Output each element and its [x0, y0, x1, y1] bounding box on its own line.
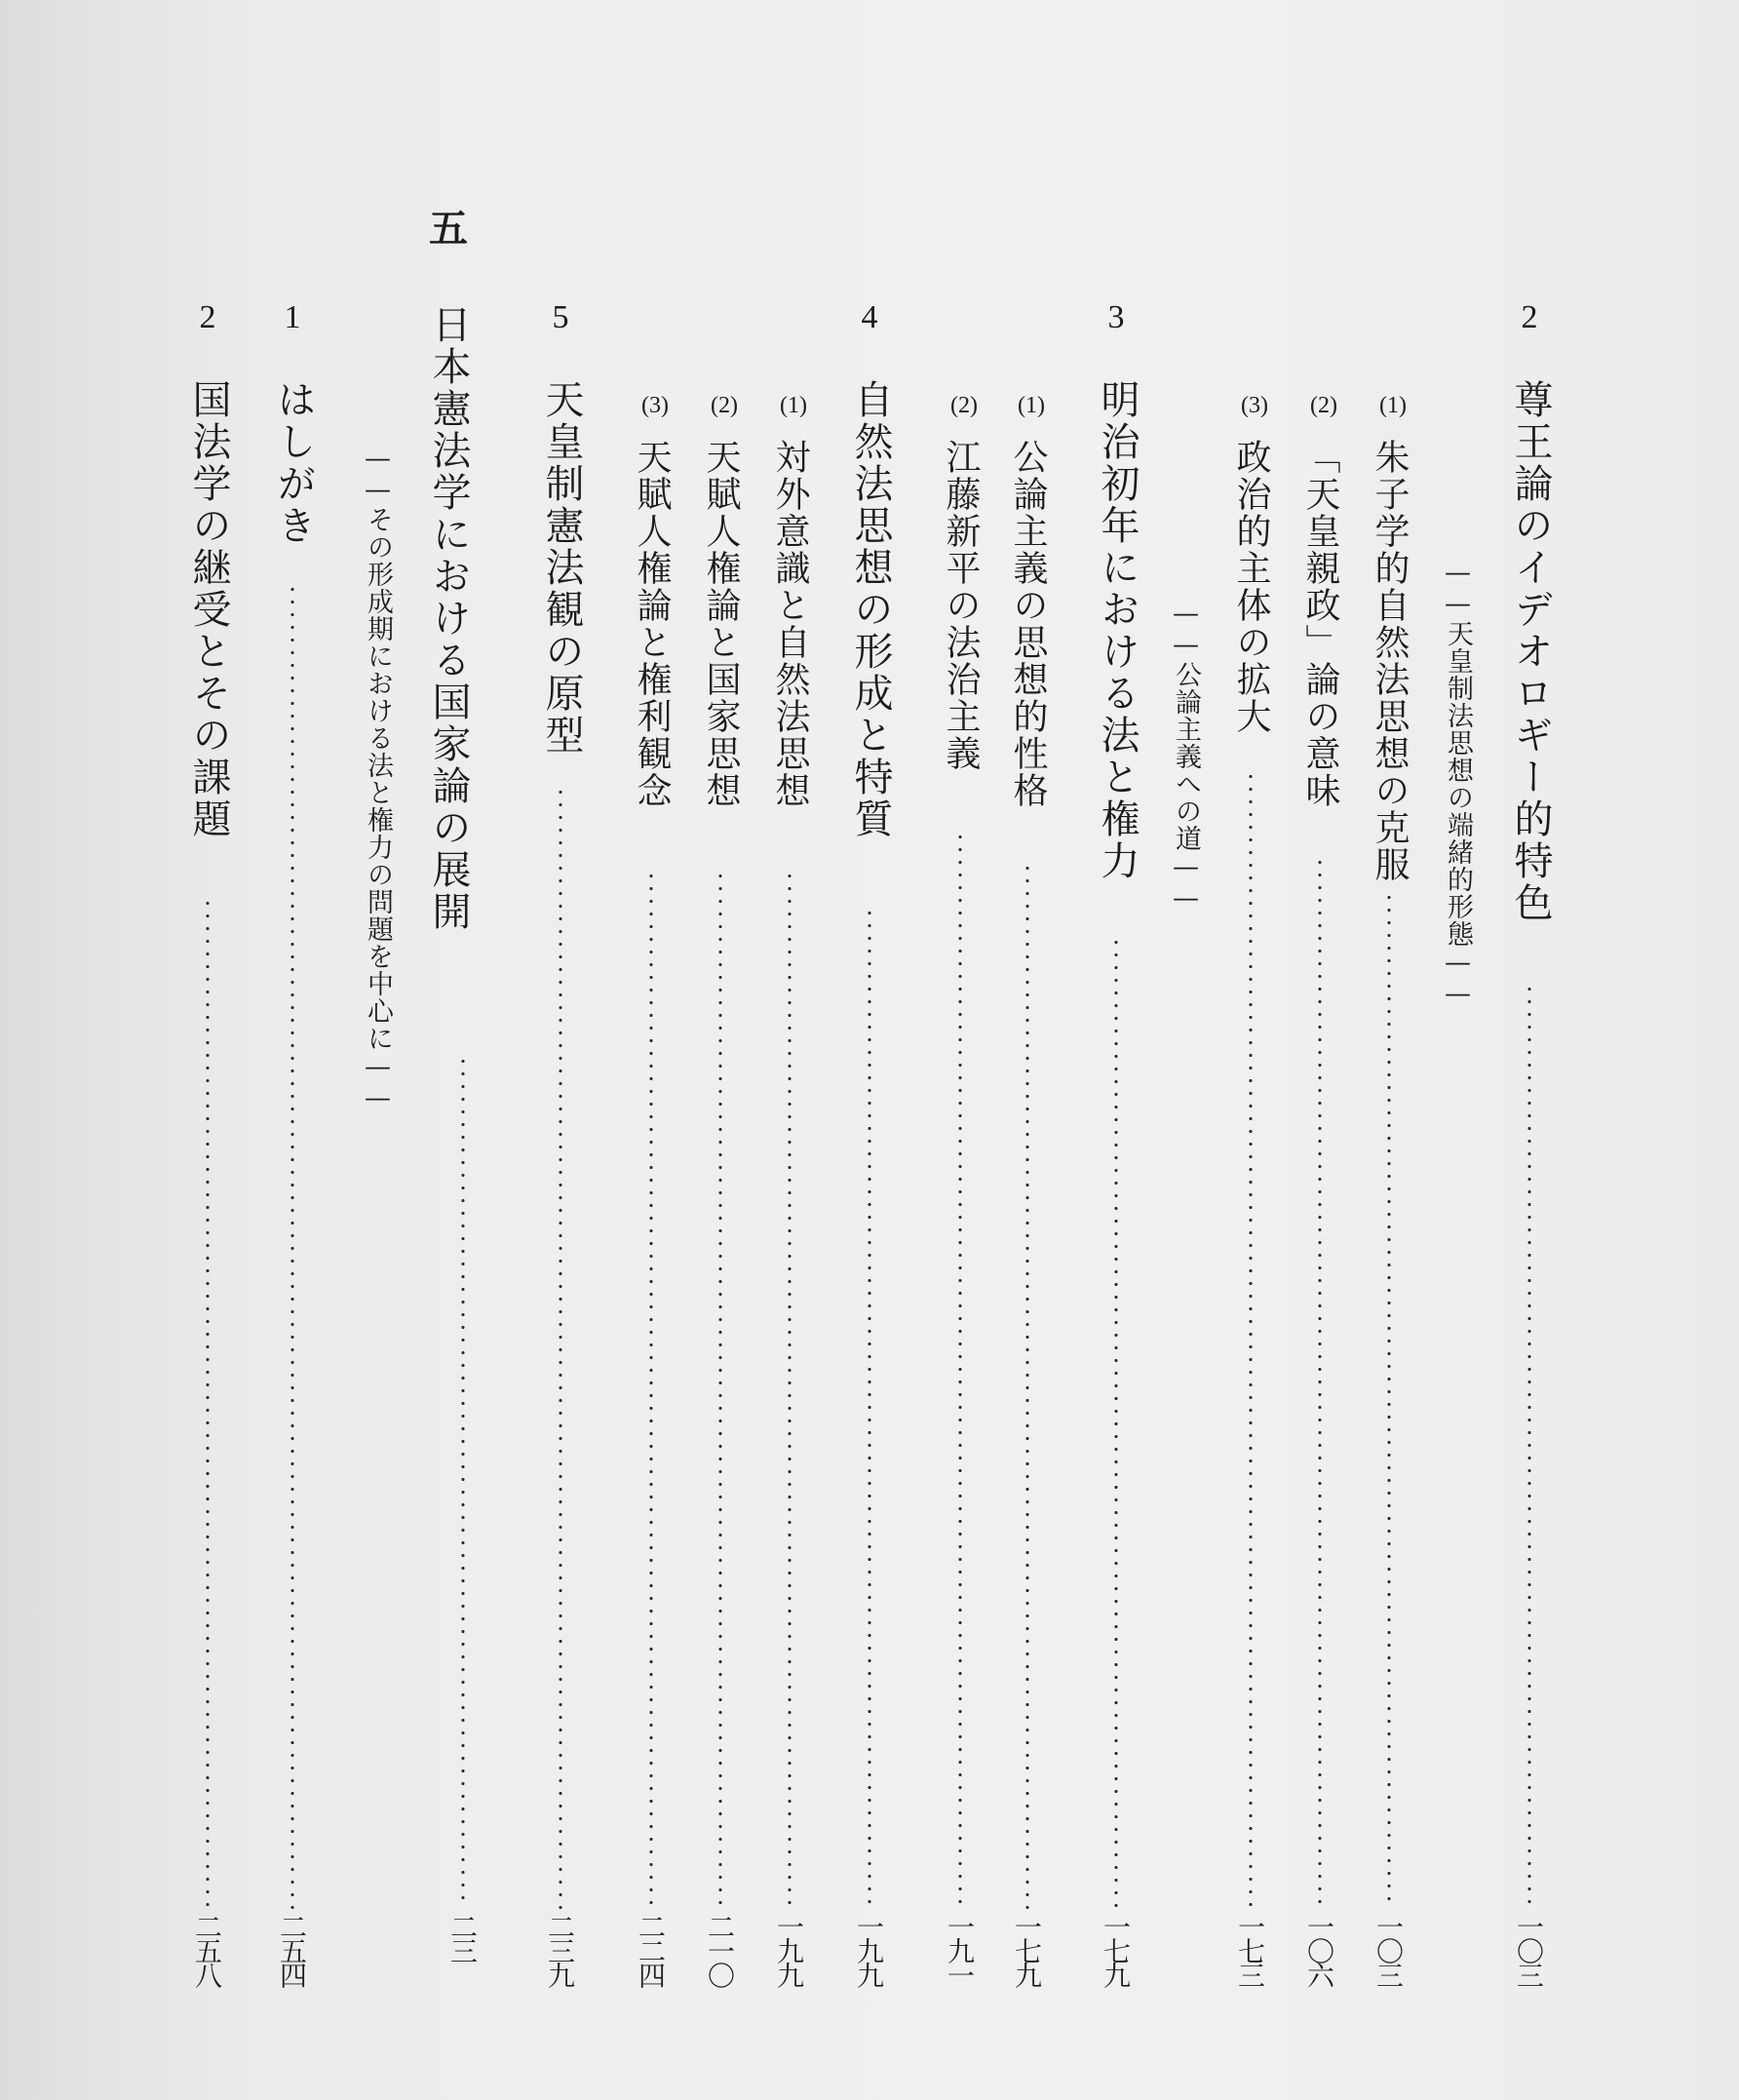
leader-dots [648, 870, 654, 1909]
subitem-title: 政治的主体の拡大 [1231, 439, 1271, 735]
entry-subtitle: ——公論主義への道—— [1171, 599, 1201, 914]
leader-dots [1317, 856, 1323, 1909]
subitem-page-number: 一〇三 [1372, 1913, 1405, 1986]
leader-dots [205, 897, 211, 1909]
leader-dots [290, 583, 295, 1909]
entry-page-number: 一九九 [853, 1913, 885, 1986]
section-number: 1 [284, 299, 301, 335]
leader-dots [867, 907, 872, 1909]
subitem-number: (2) [950, 393, 978, 418]
leader-dots [957, 831, 963, 1909]
subitem-number: (3) [1241, 393, 1268, 418]
leader-dots [558, 786, 563, 1909]
entry-subtitle: ——天皇制法思想の端緒的形態—— [1443, 558, 1473, 1010]
section-page-number: 二五八 [191, 1913, 223, 1986]
subitem-page-number: 一七九 [1011, 1913, 1043, 1986]
chapter-subtitle: ——その形成期における法と権力の問題を中心に—— [363, 444, 393, 1114]
entry-title: 明治初年における法と権力 [1095, 379, 1140, 882]
leader-dots [1113, 936, 1119, 1909]
subitem-page-number: 二二四 [635, 1913, 667, 1986]
leader-dots [1248, 770, 1254, 1909]
entry-number: 3 [1107, 299, 1125, 335]
leader-dots [460, 1055, 466, 1909]
entry-number: 2 [1521, 299, 1538, 335]
subitem-title: 朱子学的自然法思想の克服 [1370, 439, 1410, 883]
entry-page-number: 一〇三 [1513, 1913, 1545, 1986]
subitem-page-number: 一九九 [773, 1913, 805, 1986]
entry-number: 5 [552, 299, 569, 335]
subitem-title: 江藤新平の法治主義 [941, 439, 981, 772]
section-page-number: 二五四 [276, 1913, 308, 1986]
subitem-page-number: 一七三 [1234, 1913, 1266, 1986]
leader-dots [1024, 862, 1030, 1909]
leader-dots [787, 870, 792, 1909]
chapter-number: 五 [429, 206, 468, 252]
subitem-number: (2) [1310, 393, 1337, 418]
leader-dots [717, 870, 723, 1909]
section-title: はしがき [271, 379, 316, 547]
subitem-number: (2) [711, 393, 738, 418]
entry-page-number: 二三九 [544, 1913, 576, 1986]
subitem-page-number: 一九一 [944, 1913, 976, 1986]
chapter-page-number: 二三 [446, 1913, 479, 1962]
entry-number: 4 [861, 299, 878, 335]
subitem-title: 「天皇親政」論の意味 [1300, 439, 1340, 809]
chapter-title: 日本憲法学における国家論の展開 [426, 304, 471, 933]
section-number: 2 [199, 299, 216, 335]
subitem-number: (1) [1018, 393, 1045, 418]
subitem-page-number: 一〇六 [1303, 1913, 1335, 1986]
subitem-title: 公論主義の思想的性格 [1008, 439, 1048, 809]
subitem-number: (1) [780, 393, 807, 418]
section-title: 国法学の継受とその課題 [186, 379, 231, 840]
subitem-title: 天賦人権論と国家思想 [701, 439, 741, 809]
entry-page-number: 一七九 [1100, 1913, 1132, 1986]
entry-title: 自然法思想の形成と特質 [848, 379, 893, 840]
leader-dots [1386, 891, 1392, 1909]
subitem-title: 対外意識と自然法思想 [770, 439, 810, 809]
subitem-page-number: 二一〇 [704, 1913, 736, 1986]
leader-dots [1526, 983, 1532, 1909]
entry-title: 天皇制憲法観の原型 [539, 379, 584, 757]
subitem-number: (3) [641, 393, 669, 418]
entry-title: 尊王論のイデオロギー的特色 [1508, 379, 1553, 924]
subitem-number: (1) [1379, 393, 1407, 418]
subitem-title: 天賦人権論と権利観念 [632, 439, 672, 809]
